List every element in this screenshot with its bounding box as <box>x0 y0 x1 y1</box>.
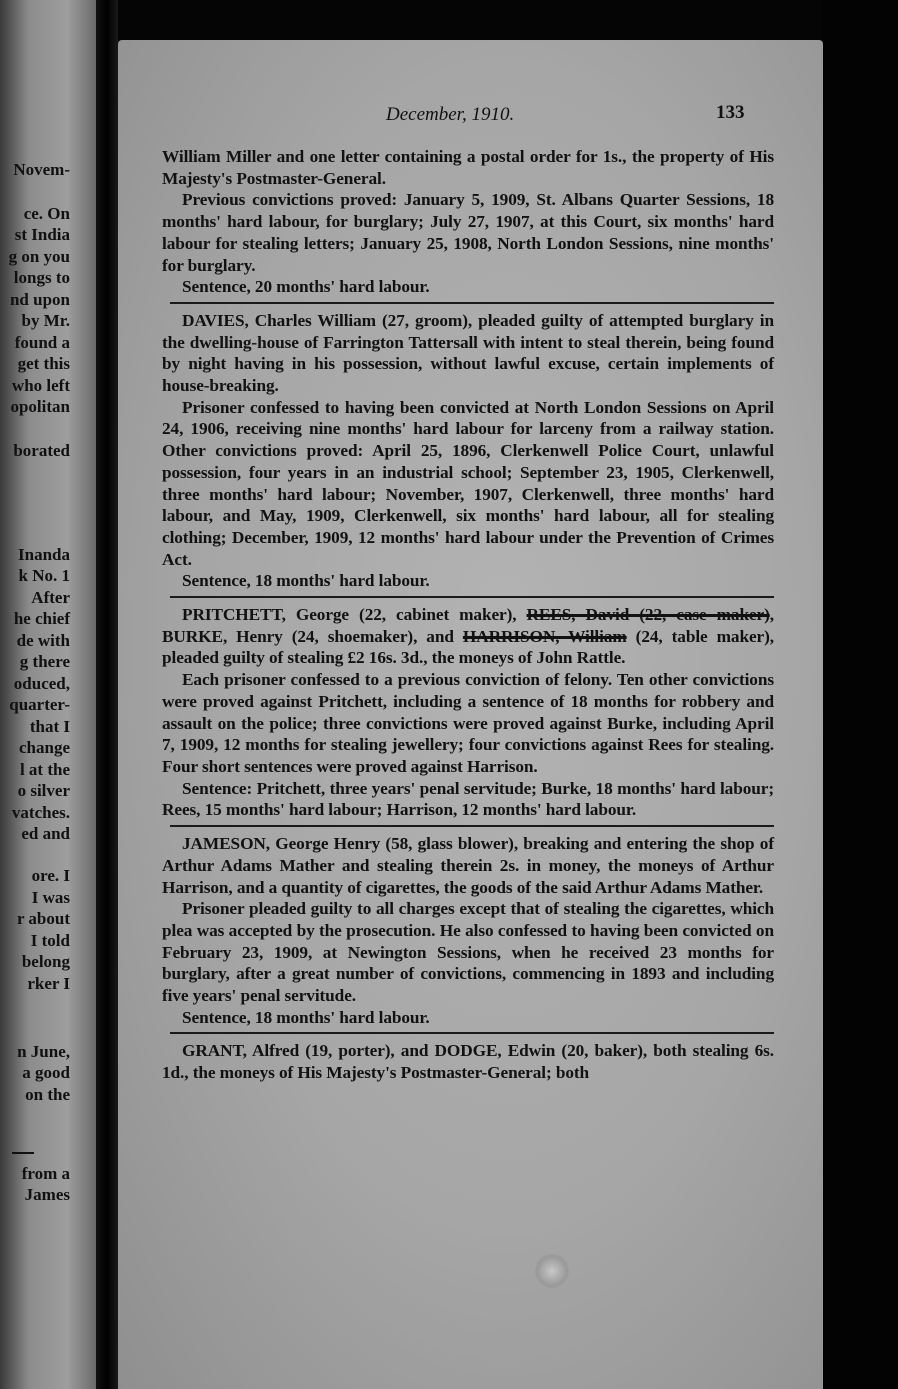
margin-fragment: I was <box>31 888 70 907</box>
margin-fragment: he chief <box>13 609 70 628</box>
text-run: , BURKE, Henry (24, shoemaker), and <box>162 605 774 646</box>
margin-fragment: on the <box>25 1085 70 1104</box>
margin-fragment: from a <box>21 1164 70 1183</box>
margin-fragment: belong <box>21 952 70 971</box>
margin-fragment: l at the <box>19 760 70 779</box>
entry-divider <box>170 825 774 827</box>
margin-fragment: longs to <box>13 268 70 287</box>
running-title: December, 1910. <box>386 104 515 125</box>
entry-divider <box>170 1032 774 1034</box>
margin-fragment: oduced, <box>13 674 70 693</box>
margin-fragment: found a <box>14 333 70 352</box>
margin-fragment: Inanda <box>18 545 70 564</box>
margin-fragment: rker I <box>27 974 70 993</box>
paragraph: William Miller and one letter containing a postal order for 1s., the property of His Majesty's Postmaster-General. <box>162 147 774 188</box>
paragraph: Prisoner pleaded guilty to all charges except that of stealing the cigarettes, which plea was accepted by the prosecution. He also confessed to having been convicted on February 23, 1909, at Newington Sessions, when he received 23 months for burglary, after a great number of convictions, commencing in 1893 and including five years' penal servitude. <box>162 899 774 1006</box>
entry-grant <box>162 1040 774 1083</box>
margin-fragment: quarter- <box>9 695 70 714</box>
entry-pritchett <box>162 604 774 821</box>
margin-fragment: de with <box>16 631 70 650</box>
sentence-line: Sentence, 20 months' hard labour. <box>182 277 430 297</box>
paragraph: Previous convictions proved: January 5, 1909, St. Albans Quarter Sessions, 18 months' hard labour, for burglary; July 27, 1907, at this Court, six months' hard labour for stealing letters; January 25, 1908, North London Sessions, nine months' for burglary. <box>162 190 774 275</box>
margin-fragment: o silver <box>17 781 70 800</box>
paragraph: Prisoner confessed to having been convicted at North London Sessions on April 24, 1906, receiving nine months' hard labour for larceny from a railway station. Other convictions proved: April 25, 1896, Clerkenwell Police Court, unlawful possession, four years in an industrial school; September 23, 1905, Clerkenwell, three months' hard labour; November, 1907, Clerkenwell, three months' hard labour, and May, 1909, Clerkenwell, six months' hard labour, all for stealing clothing; December, 1909, 12 months' hard labour under the Prevention of Crimes Act. <box>162 397 774 569</box>
margin-fragment: ore. I <box>31 866 70 885</box>
margin-fragment: ed and <box>21 824 70 843</box>
margin-fragment: by Mr. <box>21 311 70 330</box>
margin-fragment: st India <box>14 225 70 244</box>
margin-rule <box>12 1152 34 1154</box>
margin-fragment: borated <box>13 441 70 460</box>
paragraph: GRANT, Alfred (19, porter), and DODGE, Edwin (20, baker), both stealing 6s. 1d., the moneys of His Majesty's Postmaster-General; both <box>162 1041 774 1083</box>
margin-fragment: James <box>24 1185 70 1204</box>
paragraph: Each prisoner confessed to a previous conviction of felony. Ten other convictions were proved against Pritchett, including a sentence of 18 months for robbery and assault on the police; three convictions were proved against Burke, including April 7, 1909, 12 months for stealing jewellery; four convictions against Rees for stealing. Four short sentences were proved against Harrison. <box>162 670 774 776</box>
sentence-line: Sentence, 18 months' hard labour. <box>182 1007 430 1027</box>
margin-fragment: a good <box>22 1063 70 1082</box>
margin-fragment: g on you <box>8 247 70 266</box>
entry-miller <box>162 146 774 298</box>
margin-fragment: I told <box>30 931 70 950</box>
page-header <box>386 104 786 130</box>
margin-fragment: that I <box>29 717 70 736</box>
margin-fragment: change <box>19 738 70 757</box>
entry-jameson <box>162 833 774 1028</box>
text-run: (24, table maker), pleaded guilty of stealing £2 16s. 3d., the moneys of John Rattle. <box>162 626 774 668</box>
left-facing-page <box>0 0 96 1389</box>
page-number: 133 <box>716 102 745 123</box>
margin-fragment: r about <box>16 909 70 928</box>
margin-fragment: k No. 1 <box>18 566 70 585</box>
margin-fragment: who left <box>11 376 70 395</box>
scan-border <box>823 0 898 1389</box>
margin-fragment: g there <box>19 652 70 671</box>
page-body <box>162 146 774 1084</box>
margin-fragment: ce. On <box>23 204 70 223</box>
margin-fragment: vatches. <box>11 803 70 822</box>
library-stamp <box>535 1254 569 1288</box>
entry-davies <box>162 310 774 592</box>
struck-text: HARRISON, William <box>462 626 627 646</box>
sentence-line: Sentence: Pritchett, three years' penal servitude; Burke, 18 months' hard labour; Rees, 15 months' hard labour; Harrison, 12 months' hard labour. <box>162 778 774 820</box>
paragraph: JAMESON, George Henry (58, glass blower), breaking and entering the shop of Arthur Adams Mather and stealing therein 2s. in money, the moneys of Arthur Harrison, and a quantity of cigarettes, the goods of the said Arthur Adams Mather. <box>162 834 774 897</box>
margin-fragment: nd upon <box>9 290 70 309</box>
struck-text: REES, David (22, case maker) <box>526 605 770 625</box>
text-run: PRITCHETT, George (22, cabinet maker), <box>182 605 527 625</box>
margin-fragment: opolitan <box>10 397 70 416</box>
margin-fragment: After <box>31 588 70 607</box>
entry-divider <box>170 596 774 598</box>
entry-divider <box>170 302 774 304</box>
margin-fragment: get this <box>17 354 70 373</box>
margin-fragment: n June, <box>17 1042 70 1061</box>
paragraph <box>162 604 774 669</box>
sentence-line: Sentence, 18 months' hard labour. <box>182 571 430 591</box>
book-gutter <box>96 0 118 1389</box>
margin-fragment: Novem- <box>13 160 70 179</box>
paragraph: DAVIES, Charles William (27, groom), pleaded guilty of attempted burglary in the dwelling-house of Farrington Tattersall with intent to steal therein, being found by night having in his possession, without lawful excuse, certain implements of house-breaking. <box>162 310 774 396</box>
